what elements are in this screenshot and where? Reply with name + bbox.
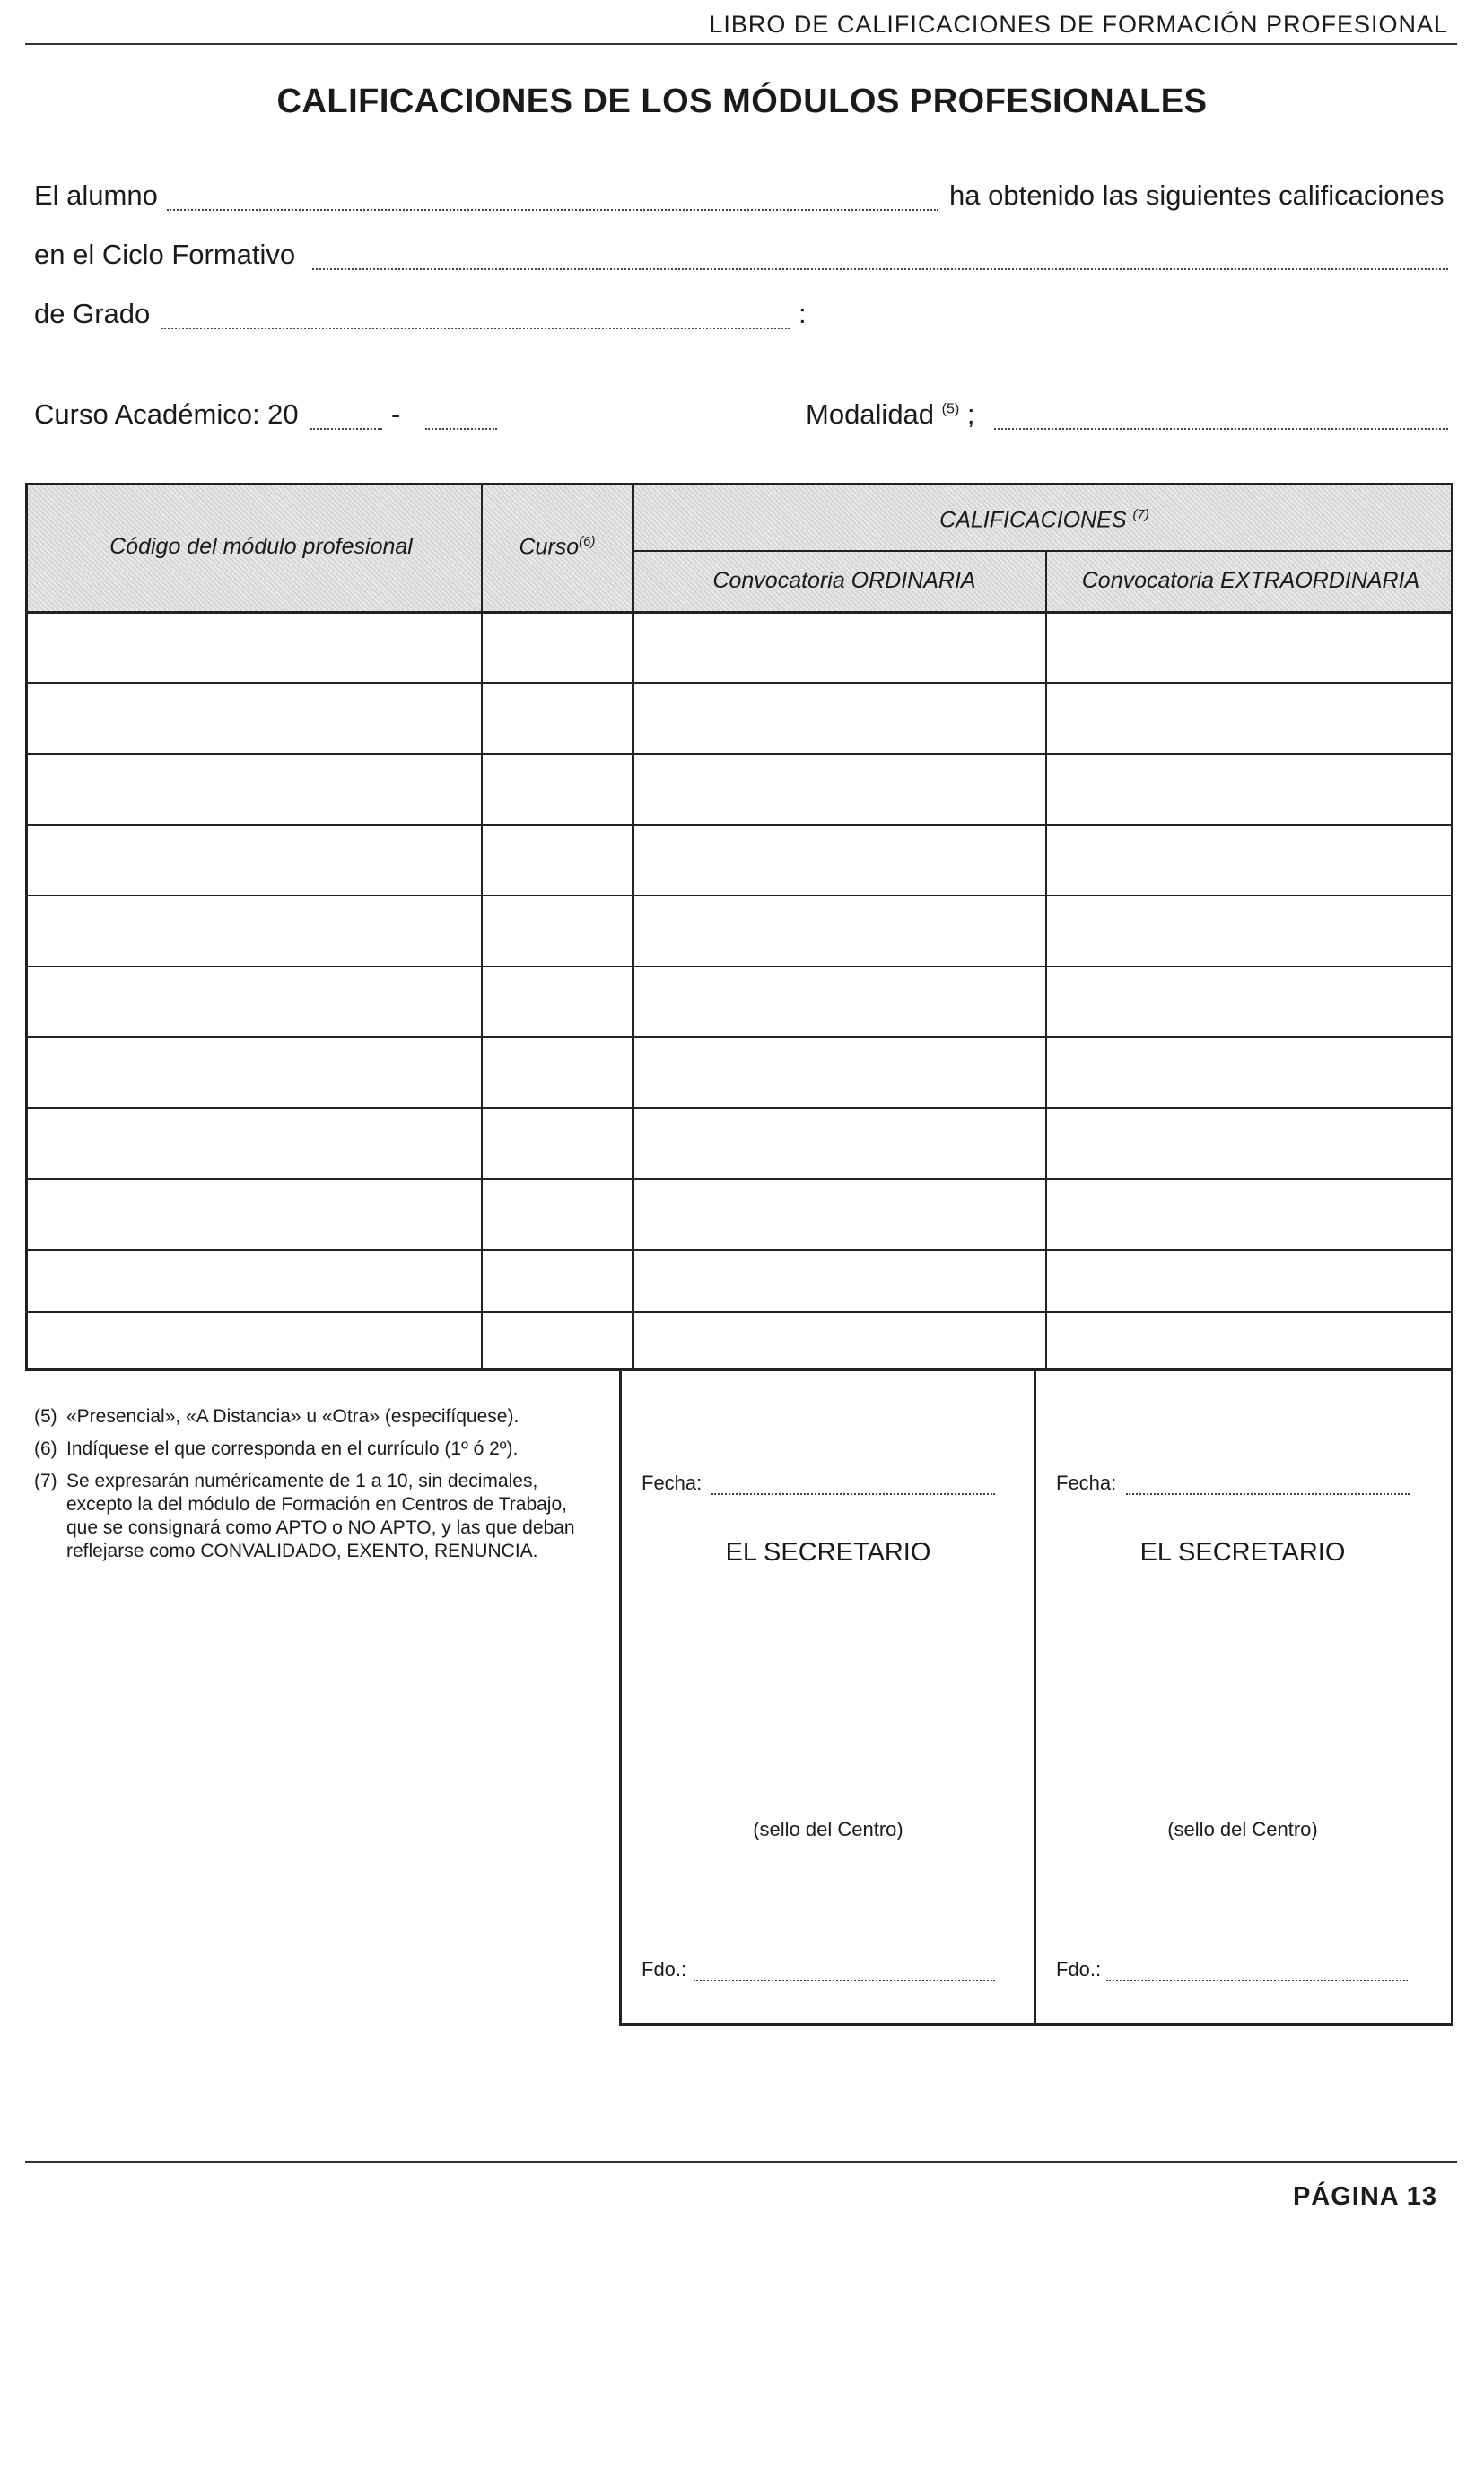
modalidad-field[interactable] bbox=[994, 428, 1448, 430]
col-curso-header: Curso$^{(6)}$ bbox=[519, 534, 596, 560]
sello-ordinaria: (sello del Centro) bbox=[753, 1818, 903, 1840]
fecha-ordinaria-field[interactable] bbox=[711, 1493, 995, 1495]
header-rule bbox=[28, 611, 1451, 614]
signature-area bbox=[619, 1371, 1453, 2026]
page-title: CALIFICACIONES DE LOS MÓDULOS PROFESIONALES bbox=[276, 83, 1208, 120]
alumno-label: El alumno bbox=[34, 179, 158, 211]
running-header: LIBRO DE CALIFICACIONES DE FORMACIÓN PROFESIONAL bbox=[709, 11, 1448, 38]
col-extraordinaria-header: Convocatoria EXTRAORDINARIA bbox=[1081, 568, 1420, 593]
table-row bbox=[28, 895, 1451, 896]
fdo-ordinaria-label: Fdo.: bbox=[642, 1958, 687, 1980]
table-row bbox=[28, 1036, 1451, 1038]
table-row bbox=[28, 1107, 1451, 1109]
grado-suffix: : bbox=[799, 298, 807, 329]
alumno-field[interactable] bbox=[167, 209, 938, 211]
col-ordinaria-header: Convocatoria ORDINARIA bbox=[712, 568, 976, 593]
table-row bbox=[28, 1249, 1451, 1251]
group-rule bbox=[632, 550, 1451, 552]
curso-year-end-field[interactable] bbox=[425, 428, 497, 430]
table-row bbox=[28, 682, 1451, 684]
fecha-ordinaria-label: Fecha: bbox=[642, 1472, 703, 1494]
secretario-extraordinaria: EL SECRETARIO bbox=[1139, 1538, 1346, 1567]
table-row bbox=[28, 966, 1451, 967]
table-row bbox=[28, 1178, 1451, 1180]
footnote-7: (7) Se expresarán numéricamente de 1 a 10, sin decimales, excepto la del módulo de Formación en Centros de Trabajo, que se consignará como APTO o NO APTO, y las que deban reflejarse como CONVALIDADO, EXENTO, RENUNCIA. bbox=[34, 1471, 575, 1561]
footnote-5: (5) «Presencial», «A Distancia» u «Otra» (especifíquese). bbox=[34, 1406, 519, 1427]
table-row bbox=[28, 1311, 1451, 1313]
page-number: PÁGINA 13 bbox=[1292, 2182, 1437, 2211]
fdo-extraordinaria-label: Fdo.: bbox=[1056, 1958, 1102, 1980]
modalidad-label: Modalidad $^{(5)}$ ; bbox=[806, 398, 975, 430]
col-divider-1 bbox=[481, 485, 483, 1368]
fdo-extraordinaria-field[interactable] bbox=[1106, 1980, 1408, 1981]
fecha-extraordinaria-field[interactable] bbox=[1126, 1493, 1410, 1495]
grado-label: de Grado bbox=[34, 298, 151, 329]
modalidad-ref: (5) bbox=[941, 401, 960, 417]
col-divider-3 bbox=[1045, 550, 1047, 1368]
footer-rule bbox=[25, 2161, 1457, 2163]
ciclo-field[interactable] bbox=[312, 268, 1448, 270]
col-codigo-header: Código del módulo profesional bbox=[109, 534, 413, 559]
signature-divider bbox=[1034, 1371, 1036, 2023]
alumno-suffix: ha obtenido las siguientes calificaciones bbox=[949, 179, 1445, 211]
footnotes bbox=[34, 1405, 599, 1572]
table-row bbox=[28, 753, 1451, 755]
col-divider-2 bbox=[632, 485, 634, 1368]
footnote-6: (6) Indíquese el que corresponda en el currículo (1º ó 2º). bbox=[34, 1438, 519, 1459]
curso-separator: - bbox=[391, 398, 401, 430]
curso-label: Curso Académico: 20 bbox=[34, 398, 299, 430]
grado-field[interactable] bbox=[161, 328, 790, 329]
grades-table bbox=[25, 483, 1453, 1371]
table-row bbox=[28, 824, 1451, 826]
fecha-extraordinaria-label: Fecha: bbox=[1056, 1472, 1117, 1494]
curso-year-start-field[interactable] bbox=[310, 428, 382, 430]
fdo-ordinaria-field[interactable] bbox=[694, 1980, 995, 1981]
ciclo-label: en el Ciclo Formativo bbox=[34, 239, 296, 270]
sello-extraordinaria: (sello del Centro) bbox=[1167, 1818, 1318, 1840]
secretario-ordinaria: EL SECRETARIO bbox=[725, 1538, 931, 1567]
calificaciones-group-header: CALIFICACIONES $^{(7)}$ bbox=[939, 507, 1149, 533]
header-rule bbox=[25, 43, 1457, 45]
